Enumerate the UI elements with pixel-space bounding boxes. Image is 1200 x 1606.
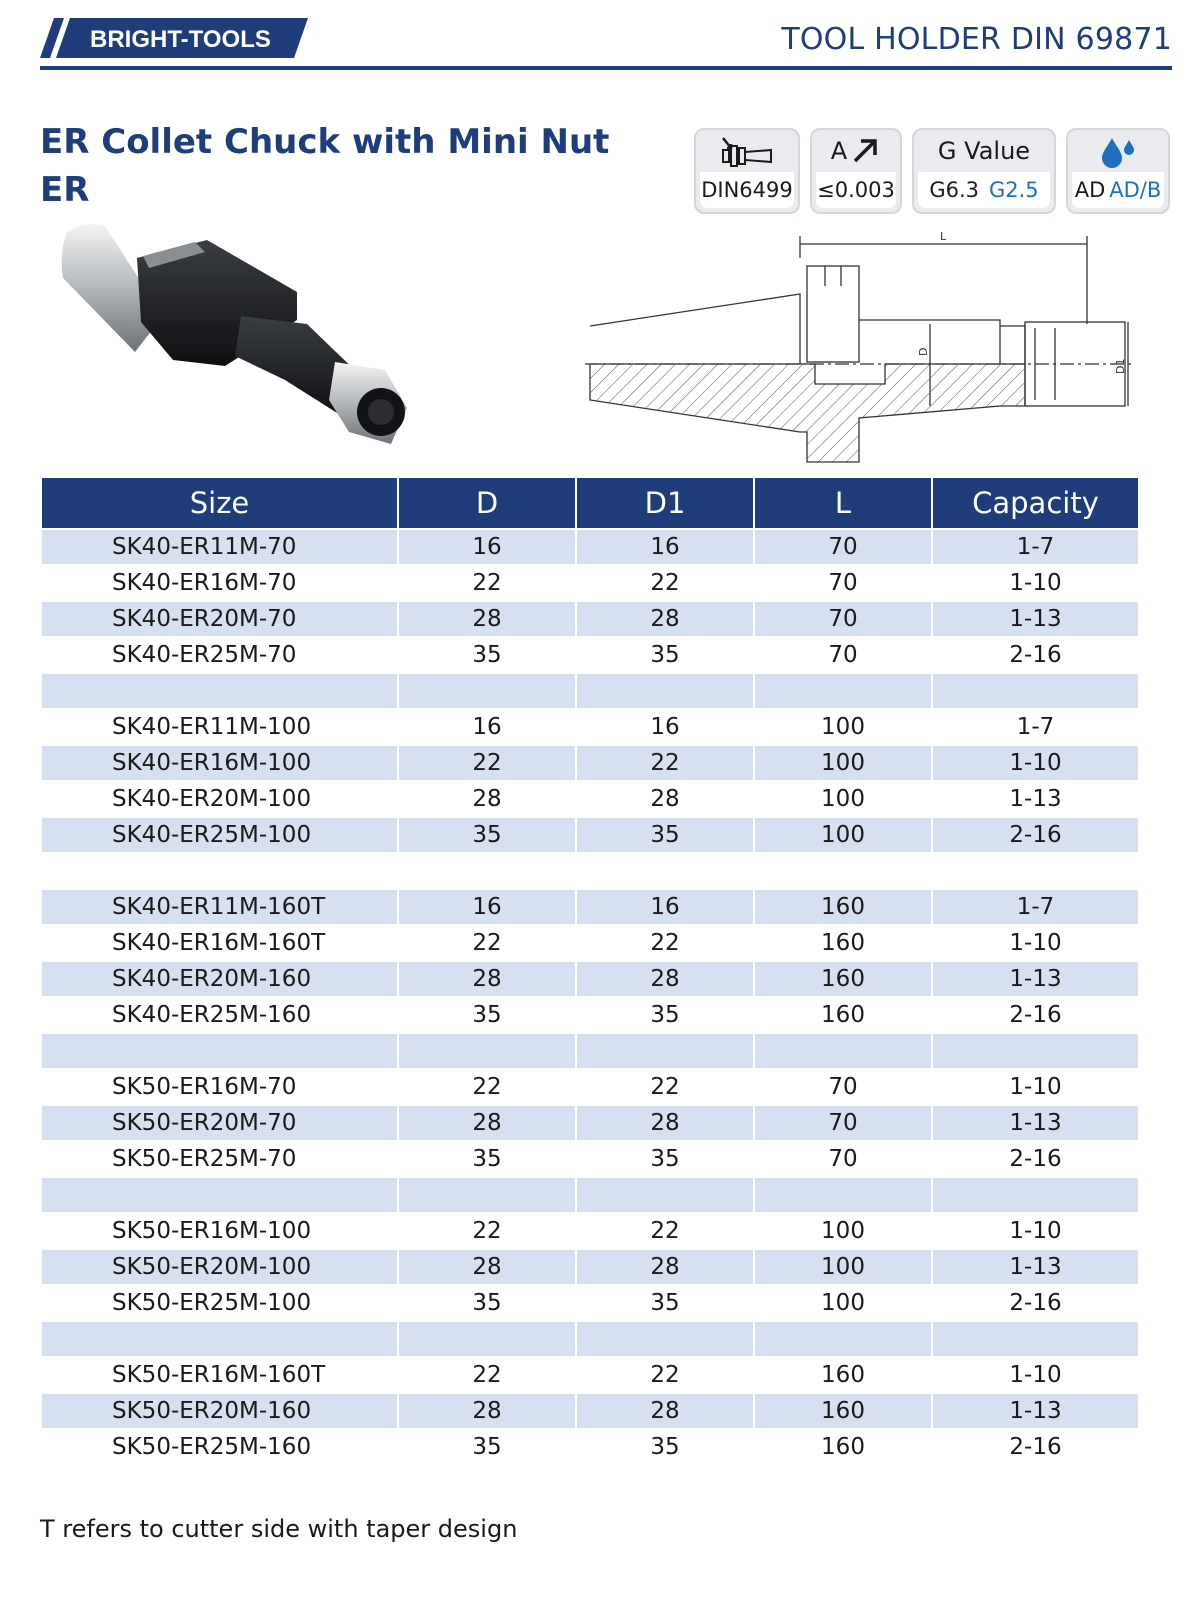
- cell-capacity: 2-16: [932, 817, 1138, 853]
- table-row: [42, 1033, 1138, 1069]
- cell-d1: 16: [576, 889, 754, 925]
- cell-l: 160: [754, 889, 932, 925]
- cell-size: [42, 853, 398, 889]
- coolant-badge: [1066, 128, 1170, 214]
- cell-capacity: 1-10: [932, 745, 1138, 781]
- cell-d1: 28: [576, 1393, 754, 1429]
- table-row: [42, 745, 1138, 781]
- cell-d: 28: [398, 1249, 576, 1285]
- cell-d: 35: [398, 1285, 576, 1321]
- table-row: [42, 817, 1138, 853]
- cell-l: 70: [754, 1141, 932, 1177]
- runout-badge: [810, 128, 902, 214]
- din-value: DIN6499: [700, 172, 794, 208]
- table-row: [42, 961, 1138, 997]
- cell-capacity: 2-16: [932, 1141, 1138, 1177]
- cell-capacity: 1-10: [932, 925, 1138, 961]
- cell-d: 22: [398, 1069, 576, 1105]
- cell-d: [398, 673, 576, 709]
- balance-badge: [912, 128, 1056, 214]
- cell-size: SK50-ER20M-100: [42, 1249, 398, 1285]
- product-title-line1: ER Collet Chuck with Mini Nut: [40, 122, 610, 162]
- column-header-size: Size: [42, 478, 398, 529]
- dim-label-d1: D1: [1114, 358, 1127, 374]
- cell-d: 22: [398, 565, 576, 601]
- cell-l: 70: [754, 1105, 932, 1141]
- cell-capacity: [932, 1321, 1138, 1357]
- cell-d: 28: [398, 601, 576, 637]
- cell-capacity: 2-16: [932, 997, 1138, 1033]
- cell-capacity: [932, 1177, 1138, 1213]
- cell-d1: [576, 1033, 754, 1069]
- cell-l: 160: [754, 1429, 932, 1464]
- cell-l: [754, 673, 932, 709]
- cell-l: 160: [754, 1393, 932, 1429]
- table-row: [42, 709, 1138, 745]
- table-row: [42, 997, 1138, 1033]
- cell-d1: 22: [576, 565, 754, 601]
- cell-capacity: 1-10: [932, 1069, 1138, 1105]
- cell-size: SK40-ER25M-160: [42, 997, 398, 1033]
- brand-logo: [40, 18, 308, 58]
- cell-d1: 35: [576, 1429, 754, 1464]
- table-row: [42, 1105, 1138, 1141]
- cell-size: [42, 1177, 398, 1213]
- cell-l: 100: [754, 817, 932, 853]
- cell-size: [42, 1033, 398, 1069]
- cell-d: 28: [398, 1393, 576, 1429]
- cell-d: 22: [398, 1357, 576, 1393]
- technical-drawing: [585, 228, 1140, 478]
- cell-capacity: 1-13: [932, 1105, 1138, 1141]
- cell-size: SK40-ER11M-70: [42, 529, 398, 565]
- cell-capacity: [932, 673, 1138, 709]
- cell-l: 70: [754, 529, 932, 565]
- cell-d1: [576, 853, 754, 889]
- cell-l: [754, 1177, 932, 1213]
- cell-d: 28: [398, 1105, 576, 1141]
- column-header-capacity: Capacity: [932, 478, 1138, 529]
- g-value-label: G Value: [937, 137, 1031, 165]
- cell-capacity: 1-7: [932, 529, 1138, 565]
- cell-capacity: 1-10: [932, 565, 1138, 601]
- footnote: T refers to cutter side with taper design: [40, 1515, 518, 1543]
- cell-d1: 28: [576, 781, 754, 817]
- cell-d: 35: [398, 1141, 576, 1177]
- cell-d: 22: [398, 925, 576, 961]
- cell-d: [398, 1033, 576, 1069]
- cell-l: 70: [754, 565, 932, 601]
- coolant-drops-icon: [1098, 134, 1138, 168]
- cell-l: 100: [754, 745, 932, 781]
- table-row: [42, 1213, 1138, 1249]
- cell-d1: 28: [576, 1249, 754, 1285]
- spec-badges: [694, 128, 1170, 214]
- cell-l: 70: [754, 601, 932, 637]
- cell-size: SK50-ER25M-70: [42, 1141, 398, 1177]
- cell-l: 100: [754, 1285, 932, 1321]
- document-title: TOOL HOLDER DIN 69871: [781, 22, 1172, 57]
- cell-d1: 16: [576, 529, 754, 565]
- table-row: [42, 1177, 1138, 1213]
- runout-label: A: [830, 137, 848, 165]
- table-row: [42, 925, 1138, 961]
- runout-value: ≤0.003: [816, 172, 896, 208]
- cell-d1: 35: [576, 1141, 754, 1177]
- cell-size: SK50-ER25M-100: [42, 1285, 398, 1321]
- cell-d: 16: [398, 889, 576, 925]
- cell-capacity: 2-16: [932, 637, 1138, 673]
- spec-table: [42, 478, 1138, 1464]
- runout-arrow-icon: [851, 137, 881, 165]
- table-row: [42, 1141, 1138, 1177]
- cell-size: [42, 673, 398, 709]
- product-title-line2: ER: [40, 170, 90, 210]
- cell-size: SK50-ER25M-160: [42, 1429, 398, 1464]
- table-row: [42, 1429, 1138, 1464]
- table-row: [42, 565, 1138, 601]
- table-header-row: [42, 478, 1138, 529]
- table-row: [42, 1285, 1138, 1321]
- product-title: [40, 118, 609, 214]
- cell-size: SK40-ER16M-70: [42, 565, 398, 601]
- table-row: [42, 601, 1138, 637]
- cell-d: 28: [398, 961, 576, 997]
- column-header-d: D: [398, 478, 576, 529]
- table-row: [42, 529, 1138, 565]
- cell-d1: [576, 1177, 754, 1213]
- cell-size: SK40-ER20M-70: [42, 601, 398, 637]
- cell-size: SK50-ER20M-70: [42, 1105, 398, 1141]
- cell-l: 160: [754, 1357, 932, 1393]
- cell-size: SK50-ER16M-70: [42, 1069, 398, 1105]
- cell-size: SK40-ER16M-100: [42, 745, 398, 781]
- table-row: [42, 1393, 1138, 1429]
- cell-capacity: 1-7: [932, 709, 1138, 745]
- cell-l: 160: [754, 997, 932, 1033]
- header-divider: [40, 66, 1172, 70]
- cell-d: 28: [398, 781, 576, 817]
- cell-size: SK40-ER25M-70: [42, 637, 398, 673]
- coolant-value-b: AD/B: [1109, 178, 1162, 202]
- cell-l: 100: [754, 1249, 932, 1285]
- cell-size: SK50-ER16M-160T: [42, 1357, 398, 1393]
- cell-l: 100: [754, 709, 932, 745]
- cell-d: 16: [398, 709, 576, 745]
- cell-size: SK40-ER11M-160T: [42, 889, 398, 925]
- table-row: [42, 1249, 1138, 1285]
- cell-l: [754, 853, 932, 889]
- cell-size: SK40-ER20M-160: [42, 961, 398, 997]
- cell-d1: 22: [576, 925, 754, 961]
- cell-size: SK50-ER20M-160: [42, 1393, 398, 1429]
- cell-d1: 16: [576, 709, 754, 745]
- cell-capacity: 1-13: [932, 961, 1138, 997]
- cell-capacity: 1-10: [932, 1213, 1138, 1249]
- cell-capacity: 1-10: [932, 1357, 1138, 1393]
- table-row: [42, 673, 1138, 709]
- cell-d: 35: [398, 1429, 576, 1464]
- cell-d1: 28: [576, 961, 754, 997]
- cell-l: 100: [754, 781, 932, 817]
- table-body: [42, 529, 1138, 1464]
- cell-l: [754, 1321, 932, 1357]
- cell-capacity: 1-13: [932, 601, 1138, 637]
- cell-d1: 22: [576, 1357, 754, 1393]
- table-row: [42, 889, 1138, 925]
- cell-capacity: 2-16: [932, 1285, 1138, 1321]
- cell-d1: 22: [576, 745, 754, 781]
- cell-d: 35: [398, 637, 576, 673]
- cell-d: [398, 853, 576, 889]
- cell-size: SK40-ER16M-160T: [42, 925, 398, 961]
- cell-d: 35: [398, 997, 576, 1033]
- cell-capacity: [932, 1033, 1138, 1069]
- cell-capacity: 1-13: [932, 1393, 1138, 1429]
- cell-l: 160: [754, 925, 932, 961]
- brand-name: BRIGHT-TOOLS: [90, 26, 271, 53]
- cell-d1: [576, 673, 754, 709]
- dim-label-d: D: [917, 347, 930, 356]
- cell-d1: 22: [576, 1069, 754, 1105]
- cell-d1: 22: [576, 1213, 754, 1249]
- coolant-value-a: AD: [1074, 178, 1106, 202]
- din-standard-badge: [694, 128, 800, 214]
- cell-d1: 28: [576, 1105, 754, 1141]
- cell-capacity: 2-16: [932, 1429, 1138, 1464]
- cell-d: 16: [398, 529, 576, 565]
- table-row: [42, 853, 1138, 889]
- cell-d: 22: [398, 745, 576, 781]
- column-header-d1: D1: [576, 478, 754, 529]
- cell-size: [42, 1321, 398, 1357]
- cell-capacity: 1-7: [932, 889, 1138, 925]
- cell-d1: 35: [576, 1285, 754, 1321]
- g-value-a: G6.3: [929, 178, 979, 202]
- cell-capacity: 1-13: [932, 781, 1138, 817]
- cell-l: 100: [754, 1213, 932, 1249]
- cell-l: 160: [754, 961, 932, 997]
- table-row: [42, 1357, 1138, 1393]
- cell-size: SK40-ER20M-100: [42, 781, 398, 817]
- cell-d1: 35: [576, 817, 754, 853]
- cell-d: [398, 1177, 576, 1213]
- cell-d1: [576, 1321, 754, 1357]
- cell-l: 70: [754, 1069, 932, 1105]
- cell-d: 35: [398, 817, 576, 853]
- cell-size: SK50-ER16M-100: [42, 1213, 398, 1249]
- cell-d1: 35: [576, 997, 754, 1033]
- cell-capacity: 1-13: [932, 1249, 1138, 1285]
- table-row: [42, 781, 1138, 817]
- g-value-b: G2.5: [989, 178, 1039, 202]
- cell-l: 70: [754, 637, 932, 673]
- cell-size: SK40-ER25M-100: [42, 817, 398, 853]
- cell-d1: 35: [576, 637, 754, 673]
- table-row: [42, 1069, 1138, 1105]
- product-photo: [45, 212, 425, 470]
- cell-l: [754, 1033, 932, 1069]
- cell-capacity: [932, 853, 1138, 889]
- column-header-l: L: [754, 478, 932, 529]
- taper-spindle-icon: [717, 134, 777, 168]
- table-row: [42, 637, 1138, 673]
- table-row: [42, 1321, 1138, 1357]
- cell-size: SK40-ER11M-100: [42, 709, 398, 745]
- cell-d: 22: [398, 1213, 576, 1249]
- dim-label-l: L: [940, 230, 947, 243]
- cell-d: [398, 1321, 576, 1357]
- cell-d1: 28: [576, 601, 754, 637]
